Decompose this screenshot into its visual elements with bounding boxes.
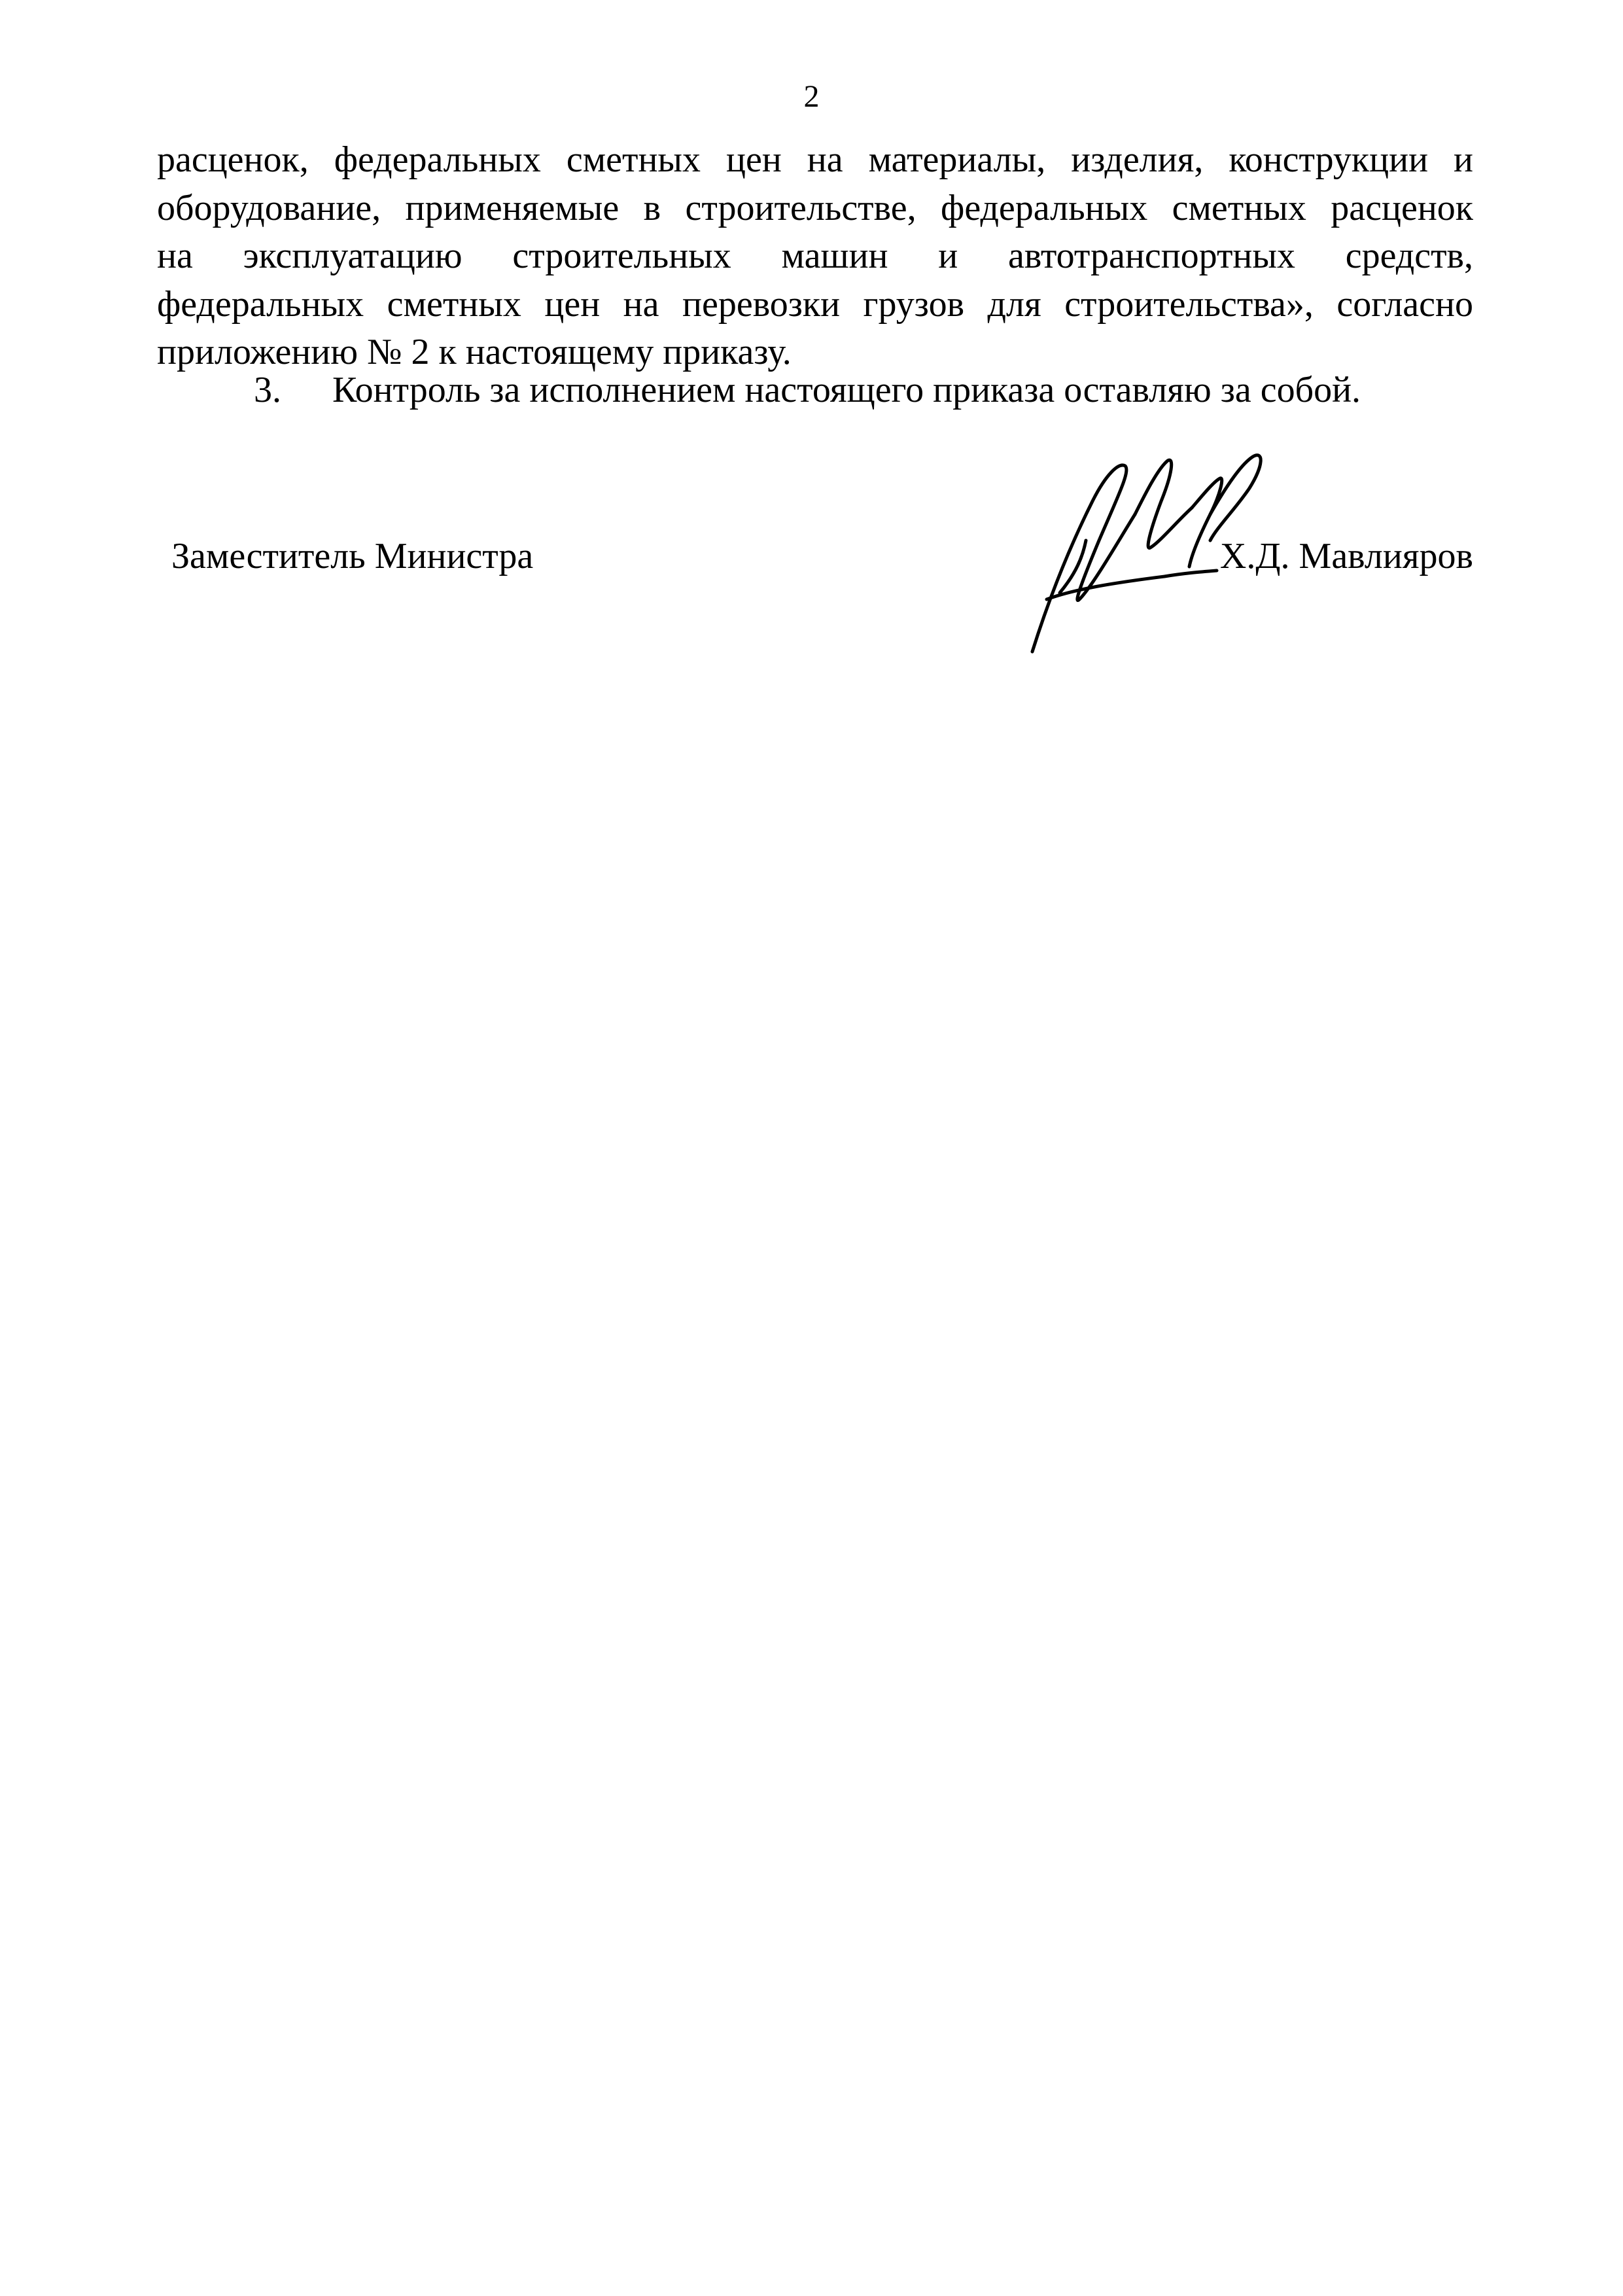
paragraph-line-5: приложению № 2 к настоящему приказу. bbox=[157, 332, 792, 372]
signatory-position: Заместитель Министра bbox=[171, 536, 534, 576]
paragraph-line-3: на эксплуатацию строительных машин и автотранспортных средств, bbox=[157, 236, 1473, 276]
page-number: 2 bbox=[803, 79, 820, 114]
paragraph-line-2: оборудование, применяемые в строительстве, федеральных сметных расценок bbox=[157, 187, 1473, 228]
paragraph-line-1: расценок, федеральных сметных цен на материалы, изделия, конструкции и bbox=[157, 139, 1473, 180]
signatory-name: Х.Д. Мавлияров bbox=[1219, 536, 1473, 576]
item-3-text: Контроль за исполнением настоящего приказа оставляю за собой. bbox=[332, 370, 1361, 410]
continued-paragraph bbox=[157, 136, 1473, 377]
item-3-number: 3. bbox=[254, 370, 281, 410]
paragraph-line-4: федеральных сметных цен на перевозки грузов для строительства», согласно bbox=[157, 283, 1473, 325]
